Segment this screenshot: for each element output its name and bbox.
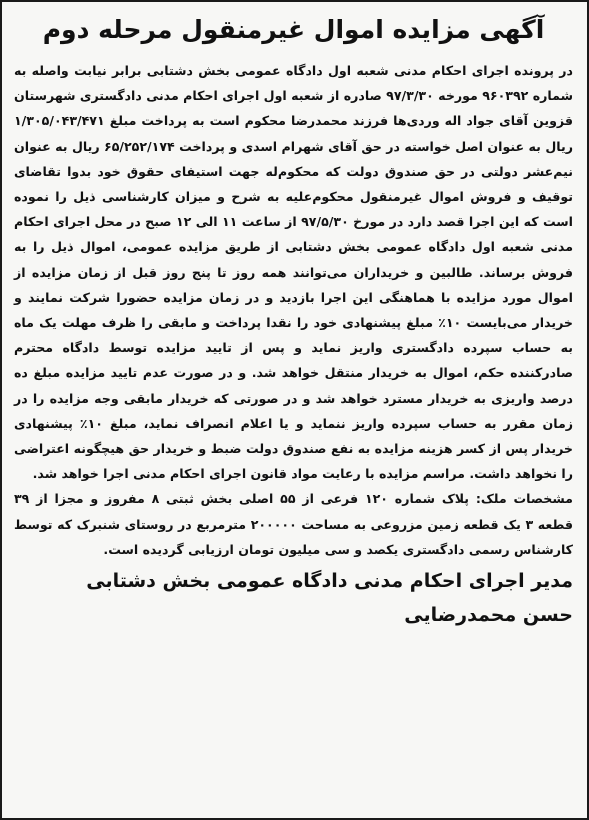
- notice-body: [14, 58, 573, 562]
- signature-name: حسن محمدرضایی: [404, 604, 573, 627]
- notice-title: آگهی مزایده اموال غیرمنقول مرحله دوم: [42, 15, 545, 44]
- notice-paragraph-main: در پرونده اجرای احکام مدنی شعبه اول دادگاه عمومی بخش دشتابی برابر نیابت واصله به شماره ۹۶۰۳۹۲ مورخه ۹۷/۳/۳۰ صادره از شعبه اول اجرای احکام مدنی دادگستری شهرستان قزوین آقای جواد اله وردی‌ها فرزند محمدرضا محکوم است به پرداخت مبلغ ۱/۳۰۵/۰۴۳/۴۷۱ ریال به عنوان اصل خواسته در حق آقای شهرام اسدی و پرداخت ۶۵/۲۵۲/۱۷۴ ریال به عنوان نیم‌عشر دولتی در حق صندوق دولت که محکوم‌له جهت استیفای حقوق خود بدوا تقاضای توقیف و فروش اموال غیرمنقول محکوم‌علیه به شرح و میزان کارشناسی ذیل را نموده است که این اجرا قصد دارد در مورخ ۹۷/۵/۳۰ از ساعت ۱۱ الی ۱۲ صبح در محل اجرای احکام مدنی شعبه اول دادگاه عمومی بخش دشتابی از طریق مزایده عمومی، اموال ذیل را به فروش برساند. طالبین و خریداران می‌توانند همه روز تا پنج روز قبل از زمان مزایده از اموال مورد مزایده با هماهنگی این اجرا بازدید و در زمان مزایده حضورا شرکت نمایند و خریدار می‌بایست ۱۰٪ مبلغ پیشنهادی خود را نقدا پرداخت و مابقی را ظرف مهلت یک ماه به حساب سپرده دادگستری واریز نماید و پس از تایید مزایده توسط دادگاه محترم صادرکننده حکم، اموال به خریدار منتقل خواهد شد. و در صورت عدم تایید مزایده مبلغ ده درصد واریزی به خریدار مسترد خواهد شد و در صورتی که خریدار مابقی وجه مزایده را در زمان مقرر به حساب سپرده واریز ننماید و یا اعلام انصراف نماید، مبلغ ۱۰٪ پیشنهادی خریدار پس از کسر هزینه مزایده به نفع صندوق دولت ضبط و خریدار حق هیچگونه اعتراضی را نخواهد داشت. مراسم مزایده با رعایت مواد قانون اجرای احکام مدنی اجرا خواهد شد.: [14, 63, 574, 482]
- signature-title: مدیر اجرای احکام مدنی دادگاه عمومی بخش دشتابی: [86, 570, 573, 593]
- property-specifications: مشخصات ملک: پلاک شماره ۱۲۰ فرعی از ۵۵ اصلی بخش ثبتی ۸ مفروز و مجزا از ۳۹ قطعه ۳ یک قطعه زمین مزروعی به مساحت ۲۰۰۰۰۰ مترمربع در روستای شنبرک که توسط کارشناس رسمی دادگستری یکصد و سی میلیون تومان ارزیابی گردیده است.: [14, 491, 573, 557]
